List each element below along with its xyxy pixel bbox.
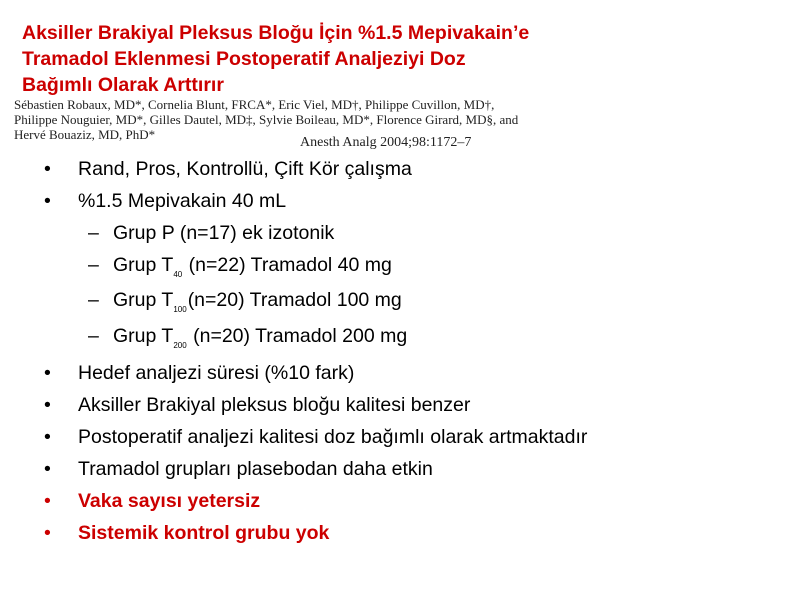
author-line: Hervé Bouaziz, MD, PhD*: [14, 127, 156, 142]
citation: Anesth Analg 2004;98:1172–7: [300, 135, 472, 150]
group-subscript: 200: [173, 341, 187, 350]
bullet-marker: •: [44, 490, 51, 512]
bullet-text: %1.5 Mepivakain 40 mL: [78, 190, 287, 212]
group-prefix: Grup T: [113, 325, 174, 347]
sub-bullet-item: [88, 289, 402, 314]
bullet-text: [113, 254, 392, 279]
dash-marker: –: [88, 325, 99, 347]
bullet-marker: •: [44, 362, 51, 384]
bullet-marker: •: [44, 426, 51, 448]
bullet-text: Aksiller Brakiyal pleksus bloğu kalitesi benzer: [78, 394, 471, 416]
sub-bullet-item: [88, 325, 407, 350]
bullet-item: [44, 458, 433, 481]
title-line: Aksiller Brakiyal Pleksus Bloğu İçin %1.5 Mepivakain’e: [22, 22, 530, 44]
dash-marker: –: [88, 289, 99, 311]
bullet-item: [44, 426, 587, 449]
bullet-marker: •: [44, 458, 51, 480]
bullet-marker: •: [44, 190, 51, 212]
bullet-marker: •: [44, 522, 51, 544]
bullet-text: Sistemik kontrol grubu yok: [78, 522, 330, 544]
group-detail: (n=22) Tramadol 40 mg: [188, 254, 392, 276]
author-line: Philippe Nouguier, MD*, Gilles Dautel, MD‡, Sylvie Boileau, MD*, Florence Girard, MD§, and: [14, 112, 519, 127]
dash-marker: –: [88, 222, 99, 244]
group-prefix: Grup T: [113, 254, 174, 276]
bullet-text: Rand, Pros, Kontrollü, Çift Kör çalışma: [78, 158, 412, 180]
title-line: Bağımlı Olarak Arttırır: [22, 74, 224, 96]
bullet-item-highlight: [44, 522, 329, 545]
group-detail: (n=20) Tramadol 100 mg: [187, 289, 402, 311]
bullet-text: Tramadol grupları plasebodan daha etkin: [78, 458, 433, 480]
group-detail: (n=20) Tramadol 200 mg: [193, 325, 408, 347]
bullet-text: [113, 325, 407, 350]
sub-bullet-item: [88, 222, 334, 245]
bullet-marker: •: [44, 394, 51, 416]
title-line: Tramadol Eklenmesi Postoperatif Analjeziyi Doz: [22, 48, 466, 70]
bullet-text: Vaka sayısı yetersiz: [78, 490, 261, 512]
bullet-text: Postoperatif analjezi kalitesi doz bağımlı olarak artmaktadır: [78, 426, 588, 448]
bullet-marker: •: [44, 158, 51, 180]
bullet-item: [44, 190, 286, 213]
author-line: Sébastien Robaux, MD*, Cornelia Blunt, FRCA*, Eric Viel, MD†, Philippe Cuvillon, MD†,: [14, 97, 495, 112]
dash-marker: –: [88, 254, 99, 276]
bullet-item-highlight: [44, 490, 260, 513]
group-subscript: 100: [173, 305, 187, 314]
bullet-item: [44, 158, 412, 181]
group-subscript: 40: [173, 270, 183, 279]
group-prefix: Grup T: [113, 289, 174, 311]
bullet-text: Grup P (n=17) ek izotonik: [113, 222, 335, 244]
sub-bullet-item: [88, 254, 392, 279]
bullet-item: [44, 394, 470, 417]
bullet-text: [113, 289, 402, 314]
bullet-text: Hedef analjezi süresi (%10 fark): [78, 362, 355, 384]
bullet-item: [44, 362, 354, 385]
